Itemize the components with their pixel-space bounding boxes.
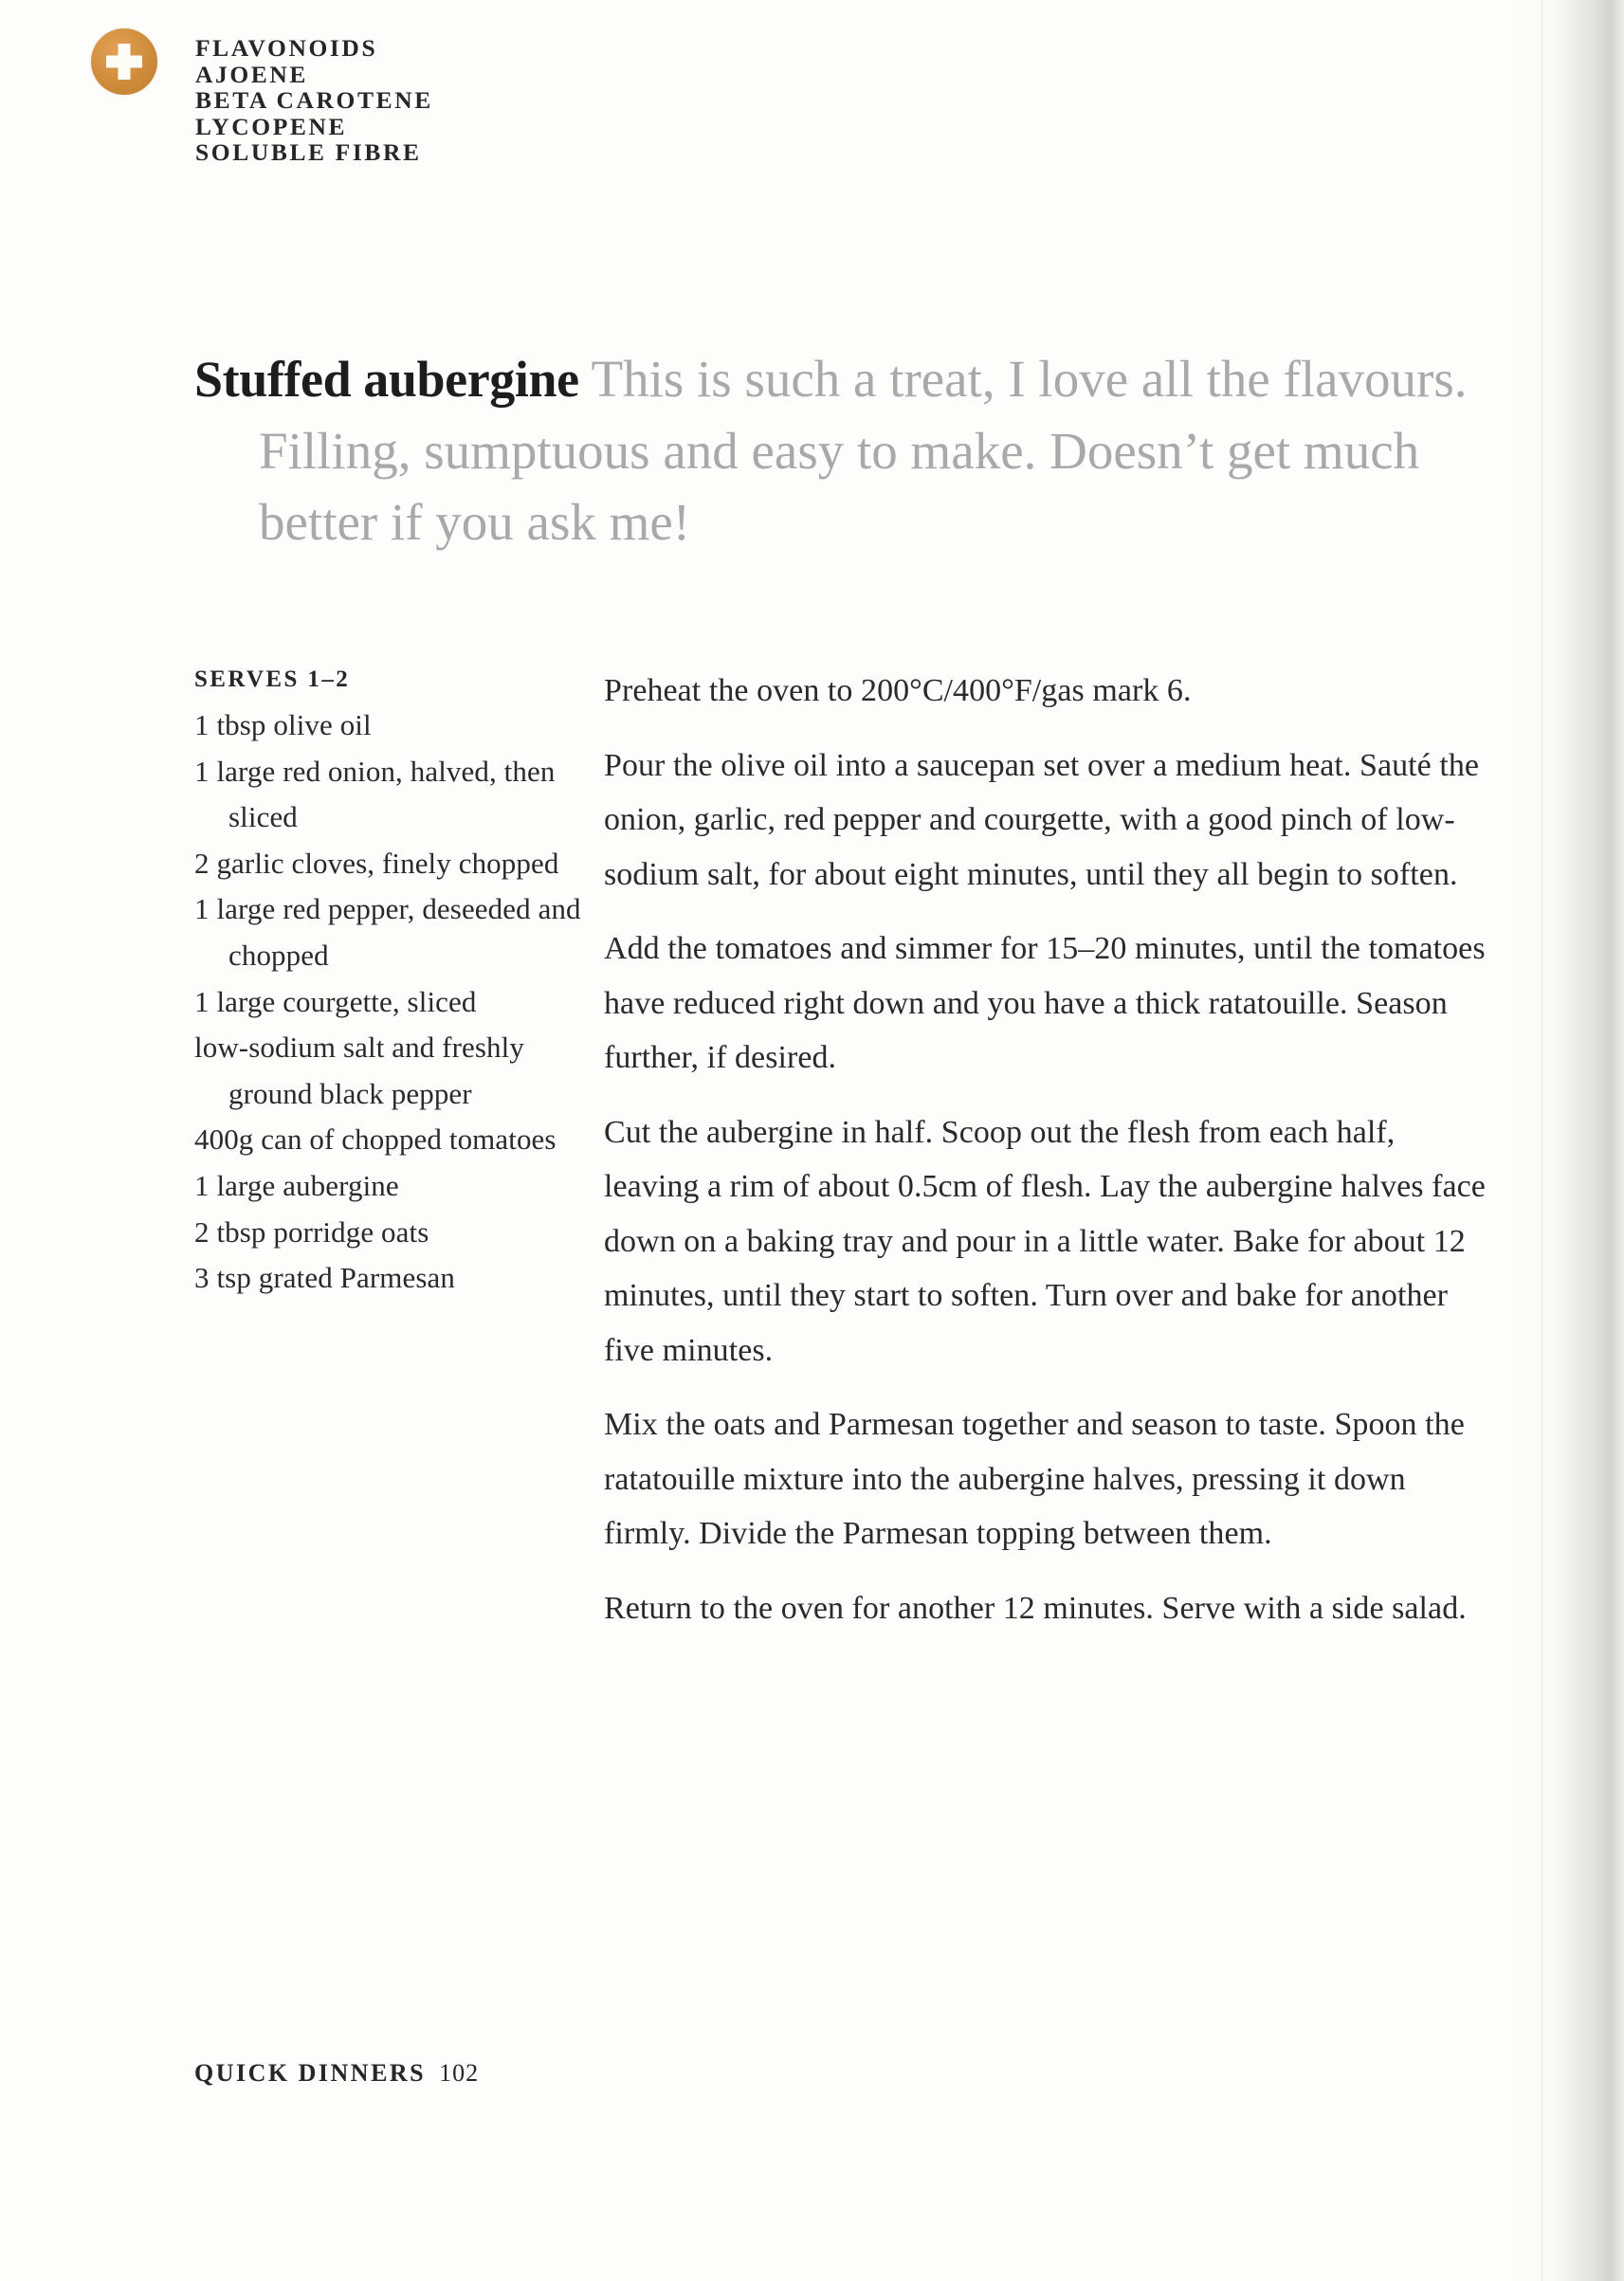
nutrient-item: SOLUBLE FIBRE [195,138,422,167]
recipe-title-block [194,343,1512,557]
nutrient-item: LYCOPENE [195,112,348,140]
list-item: 1 large courgette, sliced [194,984,477,1018]
method-step-list [604,664,1491,1635]
list-item: 1 tbsp olive oil [194,708,372,741]
method-column [604,664,1491,1635]
list-item: 2 tbsp porridge oats [194,1214,429,1249]
method-step: Return to the oven for another 12 minutes. Serve with a side salad. [604,1590,1467,1626]
recipe-body [194,664,1512,1635]
page-footer [194,2059,479,2088]
ingredient-list [194,703,583,1302]
serves-label: SERVES 1–2 [194,666,351,692]
list-item: 2 garlic cloves, finely chopped [194,846,559,880]
method-step: Pour the olive oil into a saucepan set over a medium heat. Sauté the onion, garlic, red pepper and courgette, with a good pinch of low-sodium salt, for about eight minutes, until they all begin to soften. [604,747,1480,892]
list-item: low-sodium salt and freshly ground black pepper [194,1031,524,1110]
footer-section-label: QUICK DINNERS [194,2059,427,2087]
method-step: Add the tomatoes and simmer for 15–20 minutes, until the tomatoes have reduced right down and you have a thick ratatouille. Season further, if desired. [604,931,1486,1075]
list-item: 3 tsp grated Parmesan [194,1261,455,1295]
method-step: Cut the aubergine in half. Scoop out the flesh from each half, leaving a rim of about 0.5cm of flesh. Lay the aubergine halves face down on a baking tray and pour in a little water. Bake for about 12 minutes, until they start to soften. Turn over and bake for another five minutes. [604,1114,1486,1368]
cross-icon [91,28,157,95]
recipe-name: Stuffed aubergine [194,351,579,408]
ingredients-column [194,664,604,1302]
nutrient-item: AJOENE [195,60,309,88]
nutrient-item: FLAVONOIDS [195,34,378,62]
nutrient-item: BETA CAROTENE [195,86,433,115]
cross-icon-horizontal-bar [106,56,142,68]
method-step: Mix the oats and Parmesan together and season to taste. Spoon the ratatouille mixture into the aubergine halves, pressing it down firmly. Divide the Parmesan topping between them. [604,1407,1465,1551]
page-number: 102 [439,2059,480,2087]
list-item: 1 large red pepper, deseeded and chopped [194,892,581,972]
recipe-description: This is such a treat, I love all the flavours. Filling, sumptuous and easy to make. Doesn’t get much better if you ask me! [259,350,1468,551]
list-item: 400g can of chopped tomatoes [194,1122,557,1157]
page-title [194,343,1512,557]
list-item: 1 large red onion, halved, then sliced [194,754,556,834]
nutrient-highlights [91,27,433,166]
method-step: Preheat the oven to 200°C/400°F/gas mark 6. [604,673,1192,708]
book-gutter-shadow [1512,0,1624,2281]
nutrient-list [195,35,433,166]
list-item: 1 large aubergine [194,1168,399,1202]
